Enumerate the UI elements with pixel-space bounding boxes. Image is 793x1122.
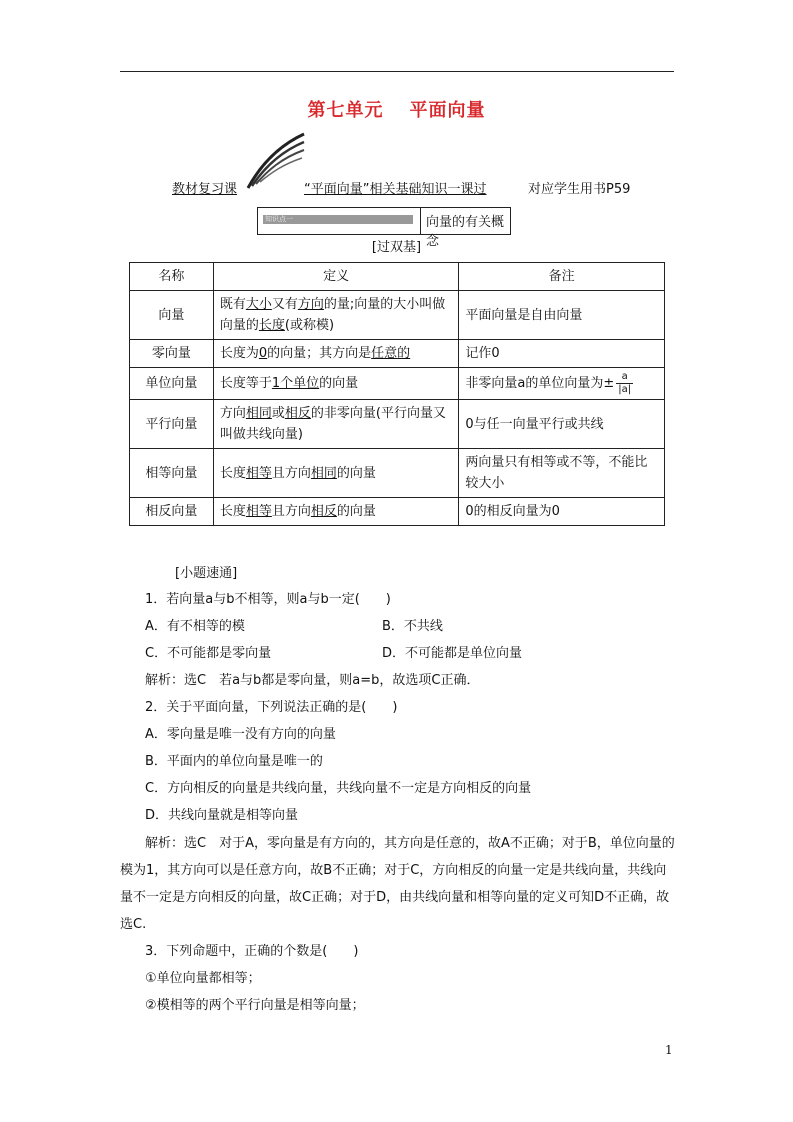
row-name: 单位向量 <box>130 368 214 400</box>
section-drill: [小题速通] <box>175 566 238 581</box>
q2-option-b: B．平面内的单位向量是唯一的 <box>145 754 323 769</box>
review-label: 教材复习课 <box>172 182 238 197</box>
question-3: 3．下列命题中，正确的个数是( ) <box>145 944 359 959</box>
row-note: 两向量只有相等或不等，不能比较大小 <box>459 449 665 498</box>
header-name: 名称 <box>130 263 214 291</box>
row-definition: 方向相同或相反的非零向量(平行向量又叫做共线向量) <box>213 400 459 449</box>
unit-title: 第七单元 <box>307 100 384 121</box>
table-row <box>130 340 665 368</box>
q3-statement-1: ①单位向量都相等； <box>145 971 261 986</box>
page-number: 1 <box>665 1043 673 1057</box>
q1-option-c: C．不可能都是零向量 <box>145 646 272 661</box>
row-definition: 长度相等且方向相同的向量 <box>213 449 459 498</box>
row-note: 记作0 <box>459 340 665 368</box>
vector-concepts-table <box>129 262 665 526</box>
row-note: 0与任一向量平行或共线 <box>459 400 665 449</box>
q3-statement-2: ②模相等的两个平行向量是相等向量； <box>145 998 365 1013</box>
row-name: 相等向量 <box>130 449 214 498</box>
question-2: 2．关于平面向量，下列说法正确的是( ) <box>145 700 398 715</box>
row-definition: 既有大小又有方向的量;向量的大小叫做向量的长度(或称模) <box>213 291 459 340</box>
header-definition: 定义 <box>213 263 459 291</box>
row-note: 非零向量a的单位向量为± $\frac{a}{|a|}$ <box>459 368 665 400</box>
q1-option-b: B．不共线 <box>382 619 443 634</box>
row-definition: 长度等于1个单位的向量 <box>213 368 459 400</box>
row-note: 0的相反向量为0 <box>459 498 665 526</box>
knowledge-label: 向量的有关概念 <box>426 215 505 249</box>
question-1: 1．若向量a与b不相等，则a与b一定( ) <box>145 592 391 607</box>
knowledge-tag: 知识点一 <box>263 215 413 224</box>
row-name: 相反向量 <box>130 498 214 526</box>
swoosh-decoration-icon <box>244 132 306 190</box>
q2-option-a: A．零向量是唯一没有方向的向量 <box>145 727 336 742</box>
header-rule <box>120 71 674 72</box>
unit-vector-fraction: $\frac{a}{|a|}$ <box>618 371 632 395</box>
row-definition: 长度为0的向量；其方向是任意的 <box>213 340 459 368</box>
section-pass: [过双基] <box>371 240 422 255</box>
header-note: 备注 <box>459 263 665 291</box>
row-note: 平面向量是自由向量 <box>459 291 665 340</box>
reference-label: 对应学生用书P59 <box>528 182 631 197</box>
topic-title: 平面向量 <box>409 100 486 121</box>
topic-label: “平面向量”相关基础知识一课过 <box>304 182 487 197</box>
q1-answer: 解析：选C 若a与b都是零向量，则a=b，故选项C正确． <box>145 673 480 688</box>
q1-option-a: A．有不相等的模 <box>145 619 245 634</box>
row-name: 向量 <box>130 291 214 340</box>
table-row <box>130 498 665 526</box>
table-row <box>130 449 665 498</box>
row-name: 平行向量 <box>130 400 214 449</box>
table-row <box>130 400 665 449</box>
table-row <box>130 291 665 340</box>
row-definition: 长度相等且方向相反的向量 <box>213 498 459 526</box>
q1-option-d: D．不可能都是单位向量 <box>382 646 523 661</box>
q2-answer: 解析：选C 对于A，零向量是有方向的，其方向是任意的，故A不正确；对于B，单位向量的模为1，其方向可以是任意方向，故B不正确；对于C，方向相反的向量一定是共线向量，共线向量不一定是方向相反的向量，故C正确；对于D，由共线向量和相等向量的定义可知D不正确，故选C. <box>120 836 675 932</box>
table-row <box>130 368 665 400</box>
page-title <box>0 96 793 122</box>
q2-option-c: C．方向相反的向量是共线向量，共线向量不一定是方向相反的向量 <box>145 781 532 796</box>
knowledge-divider <box>420 208 421 234</box>
table-header-row <box>130 263 665 291</box>
row-name: 零向量 <box>130 340 214 368</box>
q2-option-d: D．共线向量就是相等向量 <box>145 808 299 823</box>
